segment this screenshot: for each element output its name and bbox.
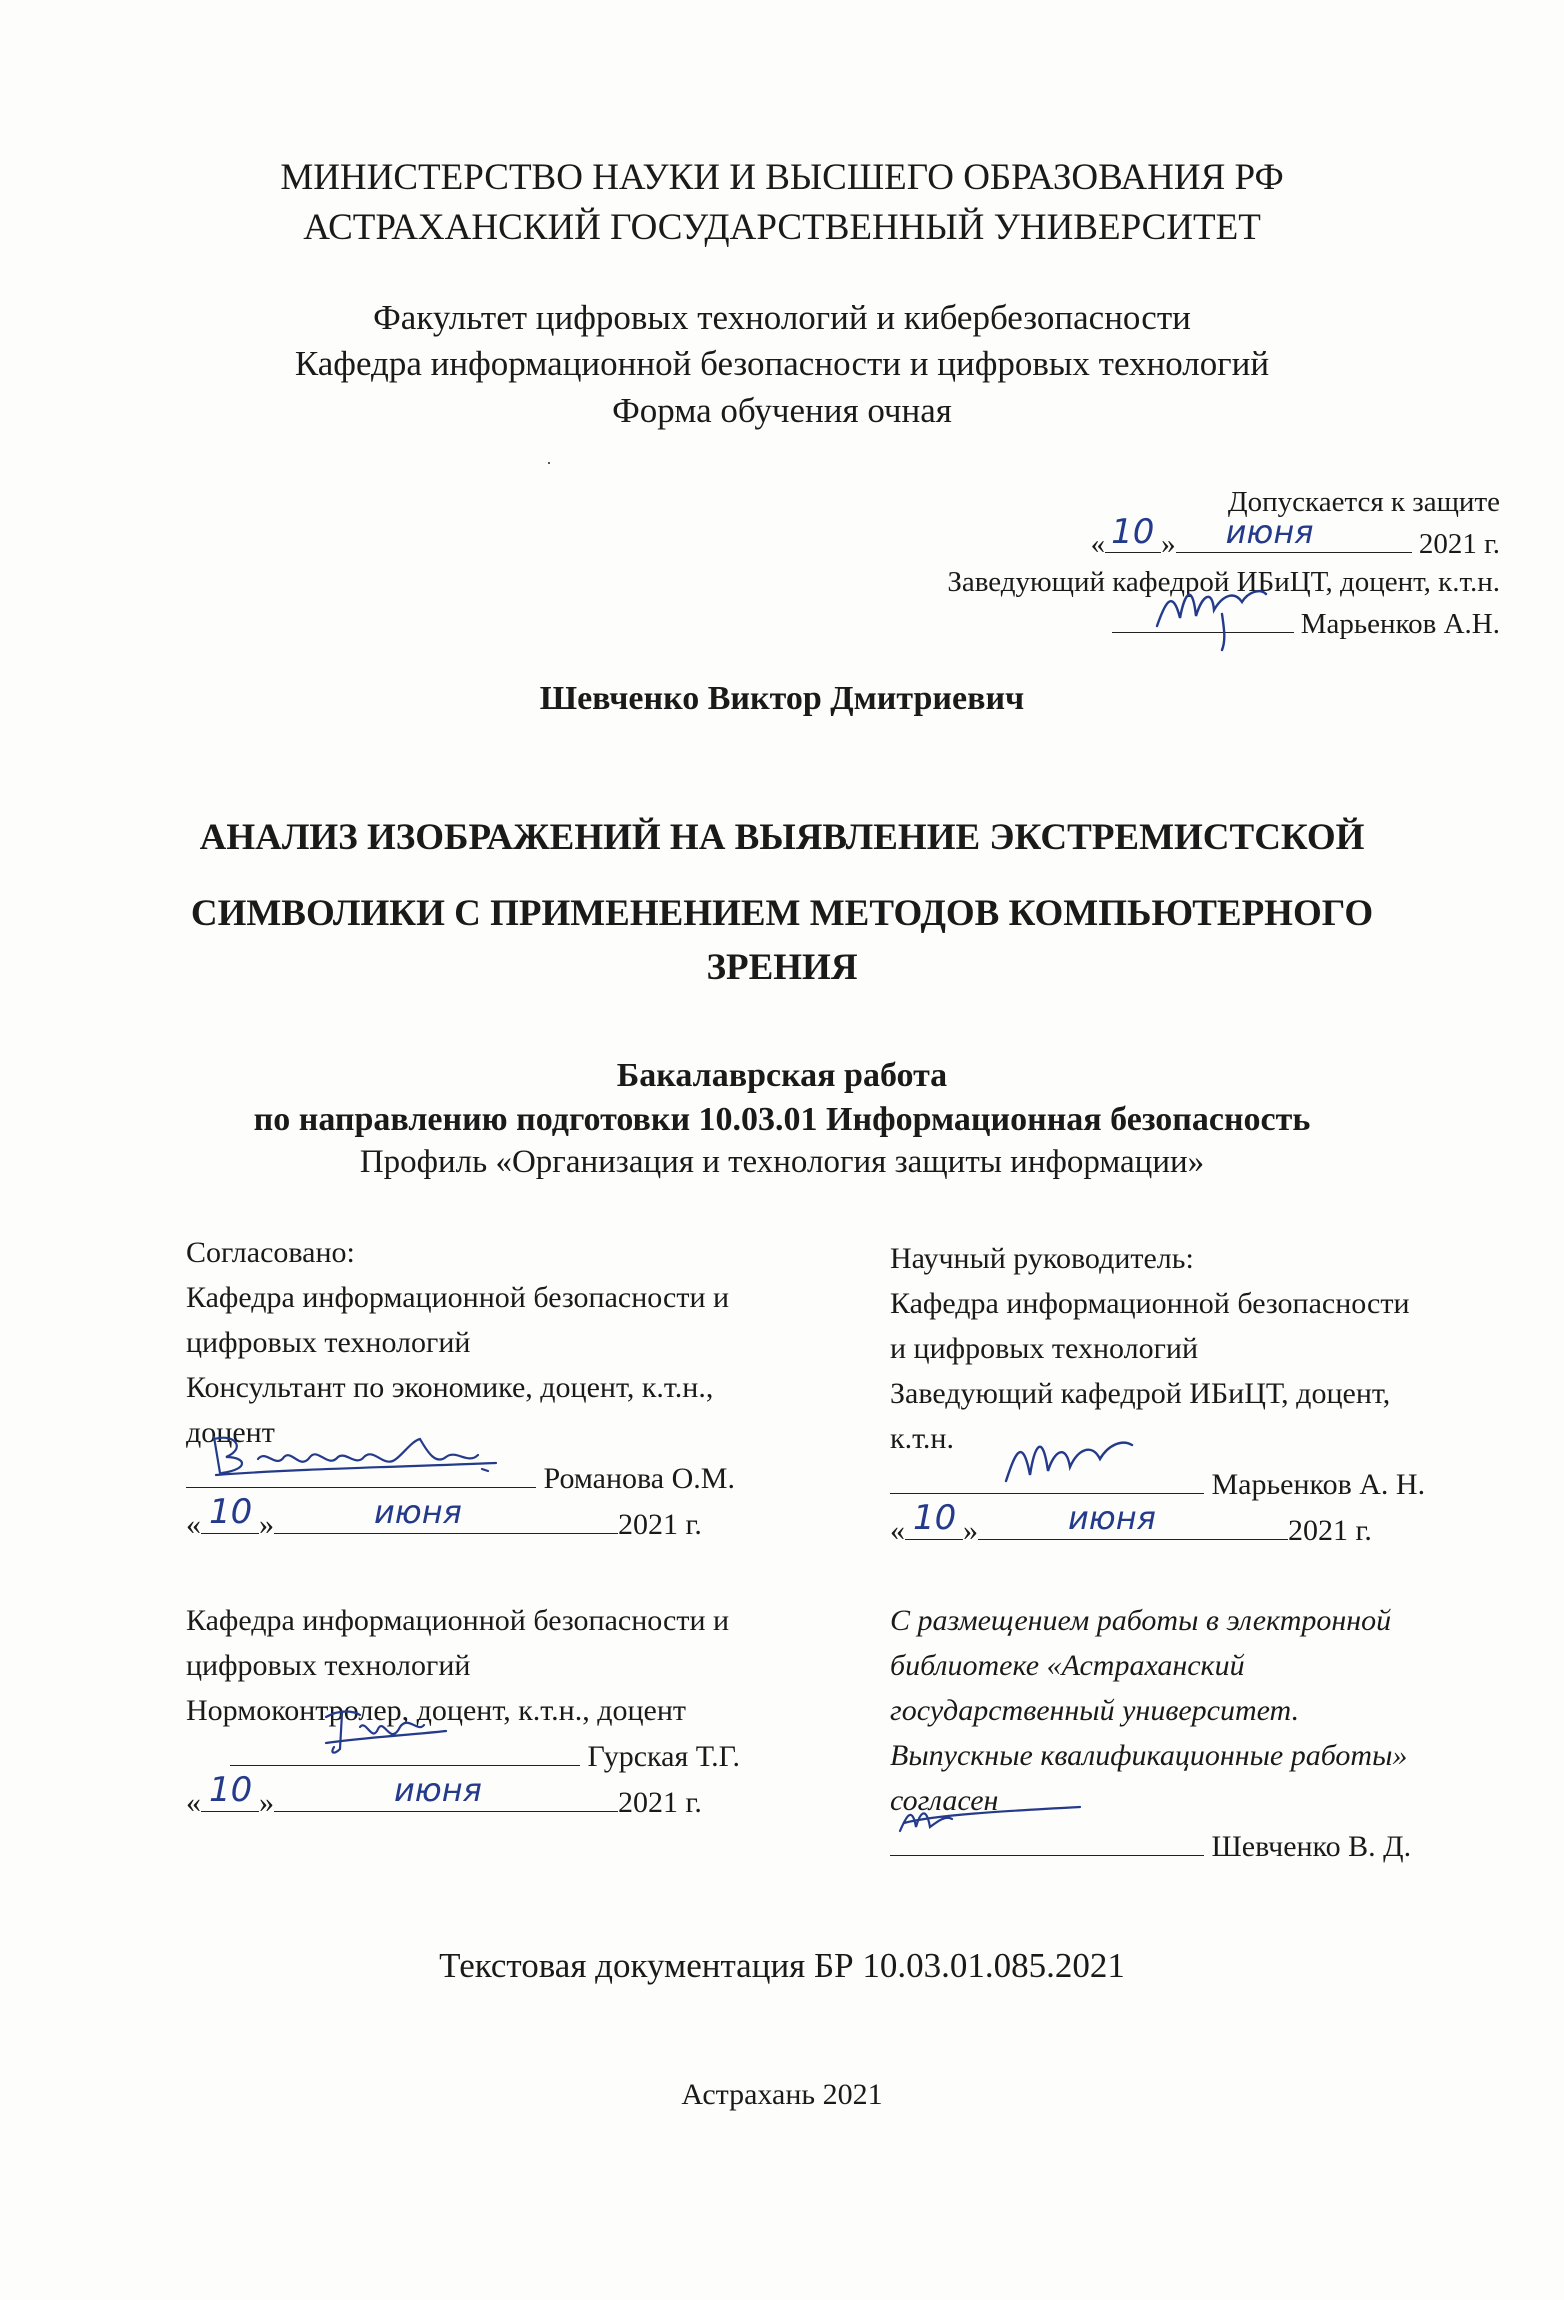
consent-line-2: библиотеке «Астраханский <box>890 1649 1245 1682</box>
handwritten-day: 10 <box>209 1492 253 1532</box>
consent-line-3: государственный университет. <box>890 1694 1300 1727</box>
handwritten-month: июня <box>374 1493 462 1531</box>
faculty-line: Факультет цифровых технологий и кибербезопасности <box>373 298 1191 337</box>
signature-shevchenko <box>894 1797 1084 1841</box>
handwritten-day: 10 <box>1111 512 1155 552</box>
city-year: Астрахань 2021 <box>681 2078 883 2111</box>
agreed-name: Романова О.М. <box>543 1462 735 1495</box>
supervisor-name: Марьенков А. Н. <box>1211 1468 1426 1501</box>
signature-line <box>890 1823 1204 1856</box>
work-type: Бакалаврская работа <box>616 1057 948 1094</box>
thesis-title-line-2: СИМВОЛИКИ С ПРИМЕНЕНИЕМ МЕТОДОВ КОМПЬЮТЕРНОГО <box>190 893 1374 934</box>
thesis-title-line-3: ЗРЕНИЯ <box>706 947 858 988</box>
handwritten-day: 10 <box>209 1770 253 1810</box>
work-direction: по направлению подготовки 10.03.01 Информационная безопасность <box>253 1101 1311 1138</box>
supervisor-block <box>890 1236 1425 1553</box>
agreed-block <box>186 1230 735 1547</box>
approval-position: Заведующий кафедрой ИБиЦТ, доцент, к.т.н. <box>947 566 1500 598</box>
agreed-year: 2021 г. <box>618 1508 702 1541</box>
signature-line <box>230 1733 580 1766</box>
supervisor-role-line-2: к.т.н. <box>890 1422 954 1455</box>
signature-line <box>1112 600 1294 633</box>
handwritten-month: июня <box>1225 513 1314 551</box>
normcontrol-date-row: « 10 » июня 2021 г. <box>186 1770 702 1819</box>
consent-line-4: Выпускные квалификационные работы» <box>890 1739 1408 1772</box>
quote-close: » <box>1161 528 1176 560</box>
supervisor-signature-row <box>890 1461 1425 1507</box>
document-number: Текстовая документация БР 10.03.01.085.2021 <box>439 1946 1125 1985</box>
normcontrol-name: Гурская Т.Г. <box>587 1740 741 1773</box>
approval-year: 2021 г. <box>1418 528 1500 560</box>
consent-signature-row <box>890 1823 1411 1869</box>
agreed-label: Согласовано: <box>186 1236 355 1269</box>
normcontrol-block <box>186 1598 740 1825</box>
supervisor-year: 2021 г. <box>1288 1514 1372 1547</box>
day-signature-line <box>905 1498 963 1540</box>
work-profile: Профиль «Организация и технология защиты информации» <box>359 1144 1205 1180</box>
supervisor-label: Научный руководитель: <box>890 1242 1194 1275</box>
day-signature-line <box>201 1770 259 1812</box>
author-name: Шевченко Виктор Дмитриевич <box>539 680 1025 717</box>
consent-block <box>890 1598 1411 1869</box>
handwritten-day: 10 <box>913 1498 957 1538</box>
agreed-role-line-2: доцент <box>186 1416 275 1449</box>
supervisor-dept-line-1: Кафедра информационной безопасности <box>890 1287 1410 1320</box>
admitted-line: Допускается к защите <box>1227 486 1500 518</box>
consent-line-1: С размещением работы в электронной <box>890 1604 1392 1637</box>
supervisor-date-row: « 10 » июня 2021 г. <box>890 1498 1372 1547</box>
approval-name: Марьенков А.Н. <box>1300 608 1500 640</box>
supervisor-dept-line-2: и цифровых технологий <box>890 1332 1198 1365</box>
quote-open: « <box>1090 528 1106 560</box>
signature-marienkov <box>1152 566 1272 656</box>
consent-name: Шевченко В. Д. <box>1211 1830 1412 1863</box>
approval-signature-row <box>1112 600 1500 646</box>
supervisor-role-line-1: Заведующий кафедрой ИБиЦТ, доцент, <box>890 1377 1391 1410</box>
study-form-line: Форма обучения очная <box>612 391 952 430</box>
normcontrol-dept-line-2: цифровых технологий <box>186 1649 471 1682</box>
agreed-dept-line-1: Кафедра информационной безопасности и <box>186 1281 730 1314</box>
month-signature-line <box>1176 513 1412 553</box>
consent-line-5: согласен <box>890 1784 999 1817</box>
signature-line <box>186 1455 536 1488</box>
day-signature-line <box>1105 512 1161 553</box>
agreed-date-row: « 10 » июня 2021 г. <box>186 1492 702 1541</box>
signature-marienkov <box>1000 1419 1140 1491</box>
handwritten-month: июня <box>1068 1499 1156 1537</box>
department-line: Кафедра информационной безопасности и цифровых технологий <box>294 344 1270 383</box>
day-signature-line <box>201 1492 259 1534</box>
normcontrol-dept-line-1: Кафедра информационной безопасности и <box>186 1604 730 1637</box>
signature-gurskaya <box>320 1703 450 1759</box>
agreed-role-line-1: Консультант по экономике, доцент, к.т.н., <box>186 1371 714 1404</box>
handwritten-month: июня <box>394 1771 482 1809</box>
signature-romanova <box>206 1429 506 1485</box>
agreed-dept-line-2: цифровых технологий <box>186 1326 471 1359</box>
university-heading: АСТРАХАНСКИЙ ГОСУДАРСТВЕННЫЙ УНИВЕРСИТЕТ <box>303 207 1261 248</box>
signature-line <box>890 1461 1204 1494</box>
normcontrol-role: Нормоконтролер, доцент, к.т.н., доцент <box>186 1694 686 1727</box>
normcontrol-year: 2021 г. <box>618 1786 702 1819</box>
thesis-title-line-1: АНАЛИЗ ИЗОБРАЖЕНИЙ НА ВЫЯВЛЕНИЕ ЭКСТРЕМИСТСКОЙ <box>199 817 1365 858</box>
ministry-heading: МИНИСТЕРСТВО НАУКИ И ВЫСШЕГО ОБРАЗОВАНИЯ РФ <box>280 157 1284 198</box>
scan-speck <box>548 462 550 464</box>
